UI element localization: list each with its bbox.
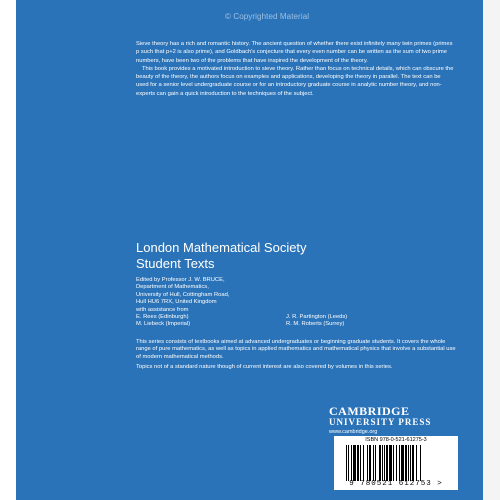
barcode-stripe xyxy=(384,445,385,481)
assistant-editor: R. M. Roberts (Surrey) xyxy=(286,321,345,328)
barcode-digits: 9 780521 612753 > xyxy=(349,480,443,488)
series-description: This series consists of textbooks aimed at advanced undergraduates or beginning graduate students. It covers the whole range of pure mathematics, as well as topics in applied mathematics and mathematical physics that involve a substantial use of modern mathematical methods. xyxy=(136,339,456,360)
assistant-editor: E. Rees (Edinburgh) xyxy=(136,314,189,321)
barcode-stripe xyxy=(416,445,417,481)
barcode-stripe xyxy=(399,445,400,481)
barcode-stripe xyxy=(346,445,347,481)
barcode-stripe xyxy=(396,445,397,481)
barcode-stripe xyxy=(393,445,394,481)
assistant-column-right xyxy=(286,314,347,329)
barcode-stripe xyxy=(351,445,352,481)
barcode-stripe xyxy=(389,445,392,481)
back-cover xyxy=(16,0,483,500)
barcode-stripe xyxy=(348,445,349,481)
editor-line: Department of Mathematics, xyxy=(136,284,209,291)
page-edge xyxy=(483,0,500,500)
blurb-paragraph-2: This book provides a motivated introduction to sieve theory. Rather than focus on technical details, which can obscure the beauty of the theory, the authors focus on examples and applications, developing the theory in parallel. The text can be used for a senior level undergraduate course or for an introductory graduate course in analytic number theory, and non-experts can gain a quick introduction to the techniques of the subject. xyxy=(136,65,454,97)
editor-line: Edited by Professor J. W. BRUCE, xyxy=(136,277,225,283)
barcode-stripe xyxy=(373,445,374,481)
series-title-line-2: Student Texts xyxy=(136,256,215,271)
isbn-text: ISBN 978-0-521-61275-3 xyxy=(365,437,427,443)
barcode-stripe xyxy=(357,445,359,481)
barcode-stripe xyxy=(353,445,356,481)
assistant-editor: M. Liebeck (Imperial) xyxy=(136,321,191,328)
barcode-stripe xyxy=(369,445,371,481)
publisher-name-line-2: UNIVERSITY PRESS xyxy=(329,417,432,427)
book-blurb xyxy=(136,40,454,98)
editor-line: with assistance from xyxy=(136,306,189,313)
editor-line: Hull HU6 7RX, United Kingdom xyxy=(136,299,217,306)
barcode-stripe xyxy=(367,445,368,481)
barcode-stripe xyxy=(382,445,383,481)
assistant-editors xyxy=(136,314,456,336)
series-title xyxy=(136,240,466,272)
series-info xyxy=(136,277,456,372)
barcode-stripe xyxy=(420,445,421,481)
assistant-column-left xyxy=(136,314,190,329)
barcode-stripe xyxy=(412,445,414,481)
copyright-notice: © Copyrighted Material xyxy=(225,12,310,21)
assistant-editor: J. R. Partington (Leeds) xyxy=(286,314,348,321)
barcode-stripe xyxy=(410,445,411,481)
publisher-website: www.cambridge.org xyxy=(329,429,378,435)
series-note: Topics not of a standard nature though of current interest are also covered by volumes in this series. xyxy=(136,364,393,371)
barcode xyxy=(334,436,458,490)
barcode-stripe xyxy=(405,445,407,481)
barcode-stripe xyxy=(408,445,409,481)
editor-line: University of Hull, Cottingham Road, xyxy=(136,291,230,298)
publisher-logo xyxy=(329,405,431,435)
barcode-stripe xyxy=(360,445,361,481)
barcode-stripe xyxy=(379,445,381,481)
barcode-stripe xyxy=(401,445,404,481)
series-title-line-1: London Mathematical Society xyxy=(136,240,307,255)
barcode-bars xyxy=(346,445,450,481)
blurb-paragraph-1: Sieve theory has a rich and romantic history. The ancient question of whether there exist infinitely many twin primes (primes p such that p+2 is also prime), and Goldbach's conjecture that every even number can be written as the sum of two prime numbers, have been two of the problems that have inspired the development of the theory. xyxy=(136,41,453,64)
barcode-stripe xyxy=(363,445,364,481)
barcode-stripe xyxy=(375,445,376,481)
barcode-stripe xyxy=(386,445,388,481)
publisher-name-line-1: CAMBRIDGE xyxy=(329,404,410,418)
